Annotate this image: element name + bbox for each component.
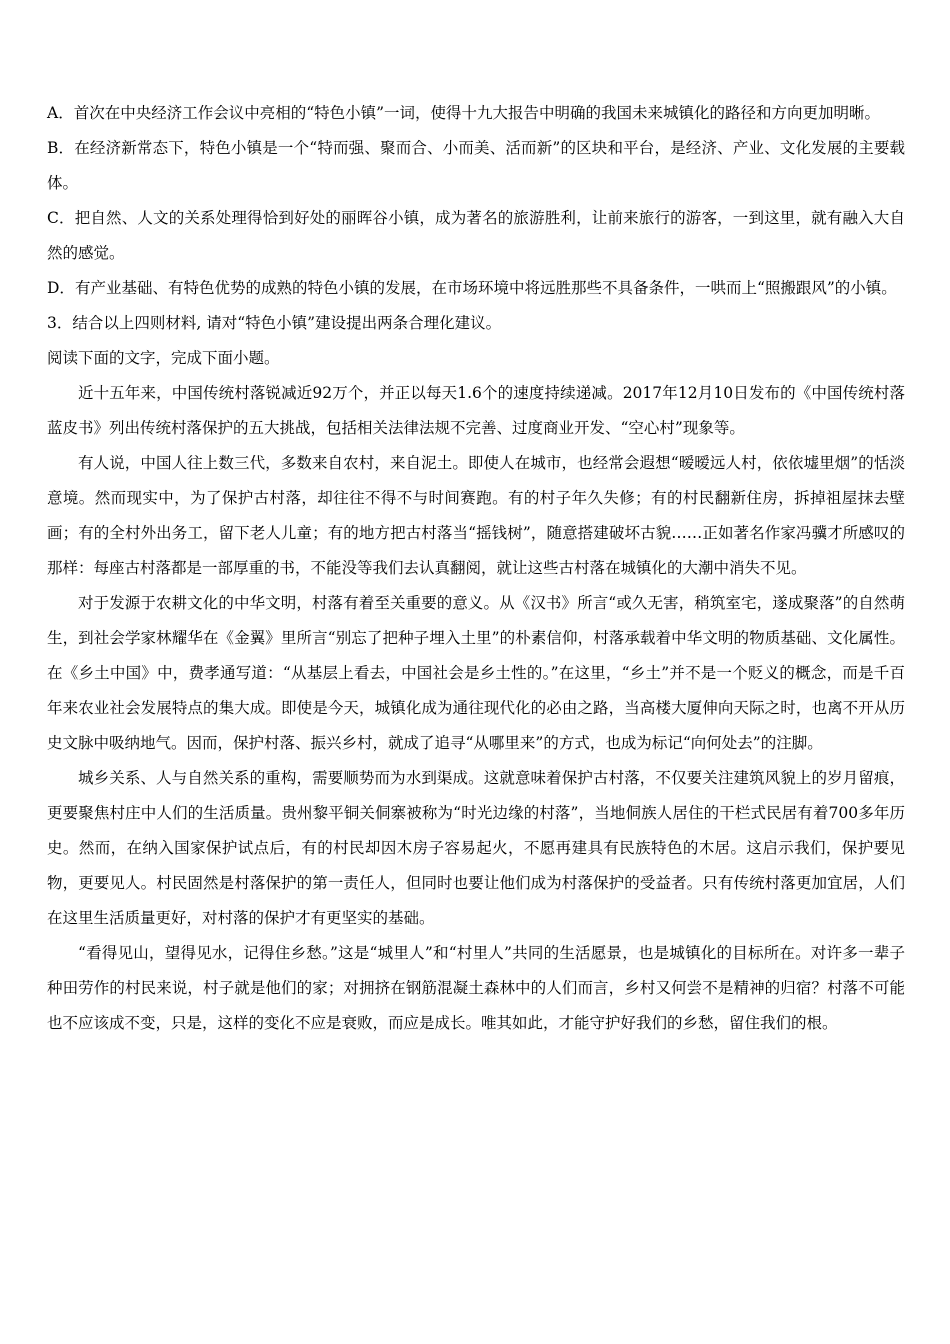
option-b (47, 131, 905, 201)
reading-passage (47, 376, 905, 1041)
option-text: 把自然、人文的关系处理得恰到好处的丽晖谷小镇，成为著名的旅游胜利，让前来旅行的游客，一到这里，就有融入大自然的感觉。 (47, 209, 905, 262)
passage-paragraph: “看得见山，望得见水，记得住乡愁。”这是“城里人”和“村里人”共同的生活愿景，也是城镇化的目标所在。对许多一辈子种田劳作的村民来说，村子就是他们的家；对拥挤在钢筋混凝土森林中的人们而言，乡村又何尝不是精神的归宿？村落不可能也不应该成不变，只是，这样的变化不应是衰败，而应是成长。唯其如此，才能守护好我们的乡愁，留住我们的根。 (47, 944, 905, 1032)
passage-paragraph: 对于发源于农耕文化的中华文明，村落有着至关重要的意义。从《汉书》所言“或久无害，稍筑室宅，遂成聚落”的自然萌生，到社会学家林耀华在《金翼》里所言“别忘了把种子埋入土里”的朴素信仰，村落承载着中华文明的物质基础、文化属性。在《乡土中国》中，费孝通写道：“从基层上看去，中国社会是乡土性的。”在这里，“乡土”并不是一个贬义的概念，而是千百年来农业社会发展特点的集大成。即使是今天，城镇化成为通往现代化的必由之路，当高楼大厦伸向天际之时，也离不开从历史文脉中吸纳地气。因而，保护村落、振兴乡村，就成了追寻“从哪里来”的方式，也成为标记“向何处去”的注脚。 (47, 594, 905, 752)
option-text: 有产业基础、有特色优势的成熟的特色小镇的发展，在市场环境中将远胜那些不具备条件，一哄而上“照搬跟风”的小镇。 (74, 279, 897, 297)
option-text: 在经济新常态下，特色小镇是一个“特而强、聚而合、小而美、活而新”的区块和平台，是经济、产业、文化发展的主要载体。 (47, 139, 906, 192)
option-letter: B． (47, 139, 75, 157)
option-text: 首次在中央经济工作会议中亮相的“特色小镇”一词，使得十九大报告中明确的我国未来城镇化的路径和方向更加明晰。 (73, 104, 881, 122)
passage-paragraph: 有人说，中国人往上数三代，多数来自农村，来自泥土。即使人在城市，也经常会遐想“暧暧远人村，依依墟里烟”的恬淡意境。然而现实中，为了保护古村落，却往往不得不与时间赛跑。有的村子年久失修；有的村民翻新住房，拆掉祖屋抹去壁画；有的全村外出务工，留下老人儿童；有的地方把古村落当“摇钱树”，随意搭建破坏古貌……正如著名作家冯骥才所感叹的那样：每座古村落都是一部厚重的书，不能没等我们去认真翻阅，就让这些古村落在城镇化的大潮中消失不见。 (47, 454, 905, 577)
option-a (47, 96, 905, 131)
answer-options (47, 96, 905, 306)
option-d (47, 271, 905, 306)
reading-instruction: 阅读下面的文字，完成下面小题。 (47, 349, 280, 367)
question-3: 3．结合以上四则材料, 请对“特色小镇”建设提出两条合理化建议。 (47, 314, 502, 332)
option-letter: A． (47, 104, 74, 122)
option-letter: C． (47, 209, 75, 227)
passage-paragraph: 近十五年来，中国传统村落锐减近92万个，并正以每天1.6个的速度持续递减。2017年12月10日发布的《中国传统村落蓝皮书》列出传统村落保护的五大挑战，包括相关法律法规不完善、过度商业开发、“空心村”现象等。 (47, 384, 905, 437)
option-letter: D． (47, 279, 75, 297)
option-c (47, 201, 905, 271)
passage-paragraph: 城乡关系、人与自然关系的重构，需要顺势而为水到渠成。这就意味着保护古村落，不仅要关注建筑风貌上的岁月留痕，更要聚焦村庄中人们的生活质量。贵州黎平铜关侗寨被称为“时光边缘的村落”，当地侗族人居住的干栏式民居有着700多年历史。然而，在纳入国家保护试点后，有的村民却因木房子容易起火，不愿再建具有民族特色的木居。这启示我们，保护要见物，更要见人。村民固然是村落保护的第一责任人，但同时也要让他们成为村落保护的受益者。只有传统村落更加宜居，人们在这里生活质量更好，对村落的保护才有更坚实的基础。 (47, 769, 905, 927)
exam-page (47, 96, 905, 1041)
